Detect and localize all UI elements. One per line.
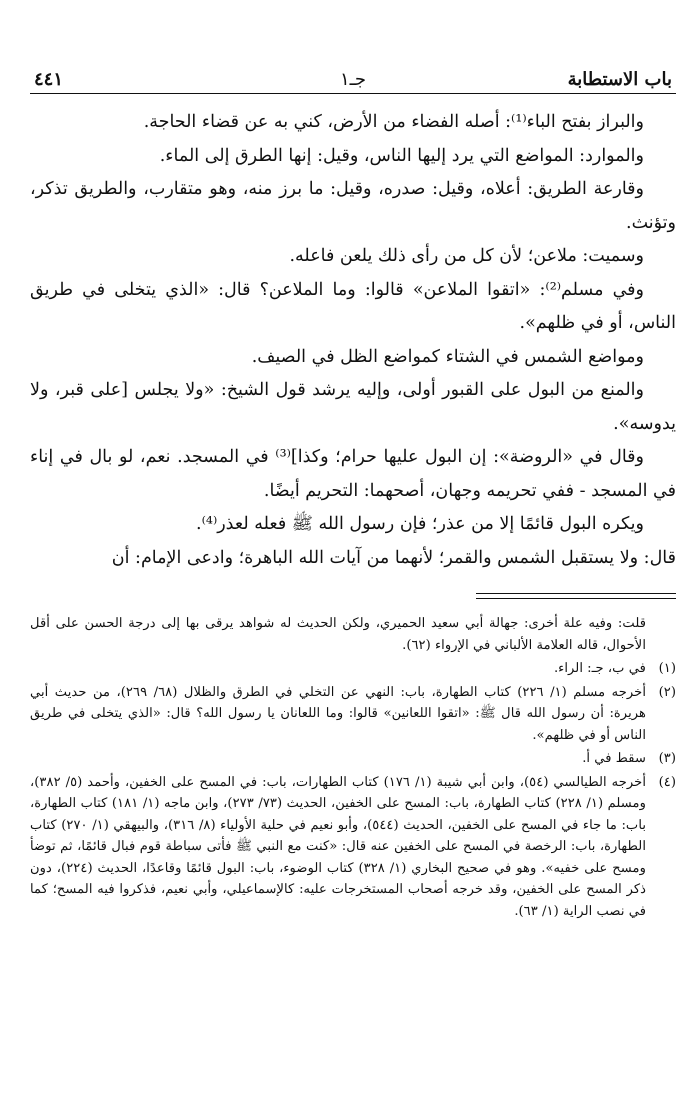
footnote-number [646, 613, 676, 656]
footnote-text: قلت: وفيه علة أخرى: جهالة أبي سعيد الحميري، ولكن الحديث له شواهد يرقى بها إلى درجة الحسن على أقل الأحوال، قاله العلامة الألباني في الإرواء (٦٢). [30, 616, 646, 653]
running-header [30, 62, 676, 94]
footnote-number: (١) [658, 661, 676, 676]
footnote-number: (٣) [658, 751, 676, 766]
footnote-number: (٤) [658, 774, 676, 790]
paragraph: وقال في «الروضة»: إن البول عليها حرام؛ وكذا]⁽³⁾ في المسجد. نعم، لو بال في إناء في المسجد - ففي تحريمه وجهان، أصحهما: التحريم أيضًا. [30, 447, 676, 501]
page-number: ٤٤١ [33, 69, 63, 90]
chapter-title: باب الاستطابة [567, 69, 672, 90]
main-text [30, 106, 676, 575]
footnote [30, 772, 676, 923]
volume-label: جـ١ [339, 69, 367, 90]
paragraph: والموارد: المواضع التي يرد إليها الناس، وقيل: إنها الطرق إلى الماء. [159, 145, 644, 166]
paragraph: قال: ولا يستقبل الشمس والقمر؛ لأنهما من آيات الله الباهرة؛ وادعى الإمام: أن [111, 547, 676, 568]
paragraph: وفي مسلم⁽²⁾: «اتقوا الملاعن» قالوا: وما الملاعن؟ قال: «الذي يتخلى في طريق الناس، أو في ظلهم». [30, 279, 676, 333]
footnote [30, 658, 676, 680]
paragraph: وقارعة الطريق: أعلاه، وقيل: صدره، وقيل: ما برز منه، وهو متقارب، والطريق تذكر، وتؤنث. [30, 179, 676, 233]
footnote-number: (٢) [658, 684, 676, 700]
paragraph: ويكره البول قائمًا إلا من عذر؛ فإن رسول الله ﷺ فعله لعذر⁽⁴⁾. [196, 514, 644, 534]
paragraph: والمنع من البول على القبور أولى، وإليه يرشد قول الشيخ: «ولا يجلس [على قبر، ولا يدوسه». [30, 380, 676, 434]
paragraph: وسميت: ملاعن؛ لأن كل من رأى ذلك يلعن فاعله. [289, 246, 644, 266]
footnote [30, 682, 676, 747]
footnote-text: سقط في أ. [582, 751, 646, 766]
paragraph: والبراز بفتح الباء⁽¹⁾: أصله الفضاء من الأرض، كني به عن قضاء الحاجة. [143, 112, 644, 132]
book-page [30, 62, 676, 924]
footnote [30, 748, 676, 770]
footnote-separator [476, 593, 676, 599]
footnote-text: أخرجه مسلم (١/ ٢٢٦) كتاب الطهارة، باب: النهي عن التخلي في الطرق والظلال (٦٨/ ٢٦٩)، من حديث أبي هريرة: أن رسول الله قال ﷺ: «اتقوا اللعانين» قالوا: وما اللعانان يا رسول الله؟ قال: «الذي يتخلى في طريق الناس أو في ظلهم». [30, 684, 647, 743]
paragraph: ومواضع الشمس في الشتاء كمواضع الظل في الصيف. [251, 346, 644, 367]
footnote-text: في ب، جـ: الراء. [553, 661, 646, 676]
footnotes [30, 613, 676, 922]
footnote-text: أخرجه الطيالسي (٥٤)، وابن أبي شيبة (١/ ١٧٦) كتاب الطهارات، باب: في المسح على الخفين، وأحمد (٥/ ٣٨٢)، ومسلم (١/ ٢٢٨) كتاب الطهارة، باب: المسح على الخفين، الحديث (٧٣/ ٢٧٣)، وابن ماجه (١/ ١٨١) كتاب الطهارة، باب: ما جاء في المسح على الخفين، الحديث (٥٤٤)، وأبو نعيم في حلية الأولياء (٨/ ٣١٦)، والبيهقي (١/ ٢٧٠) كتاب الطهارة، باب: الرخصة في المسح على الخفين عنه قال: «كنت مع النبي ﷺ فأتى سباطة قوم فبال قائمًا، ثم توضأ ومسح على خفيه». وهو في صحيح البخاري (١/ ٣٢٨) كتاب الوضوء، باب: البول قائمًا وقاعدًا، الحديث (٢٢٤)، دون ذكر المسح على الخفين، وقد خرجه أصحاب المستخرجات عليه: كالإسماعيلي، وأبي نعيم، فذكروا فيه المسح؛ كما في نصب الراية (١/ ٦٣). [30, 774, 647, 919]
footnote [30, 613, 676, 656]
